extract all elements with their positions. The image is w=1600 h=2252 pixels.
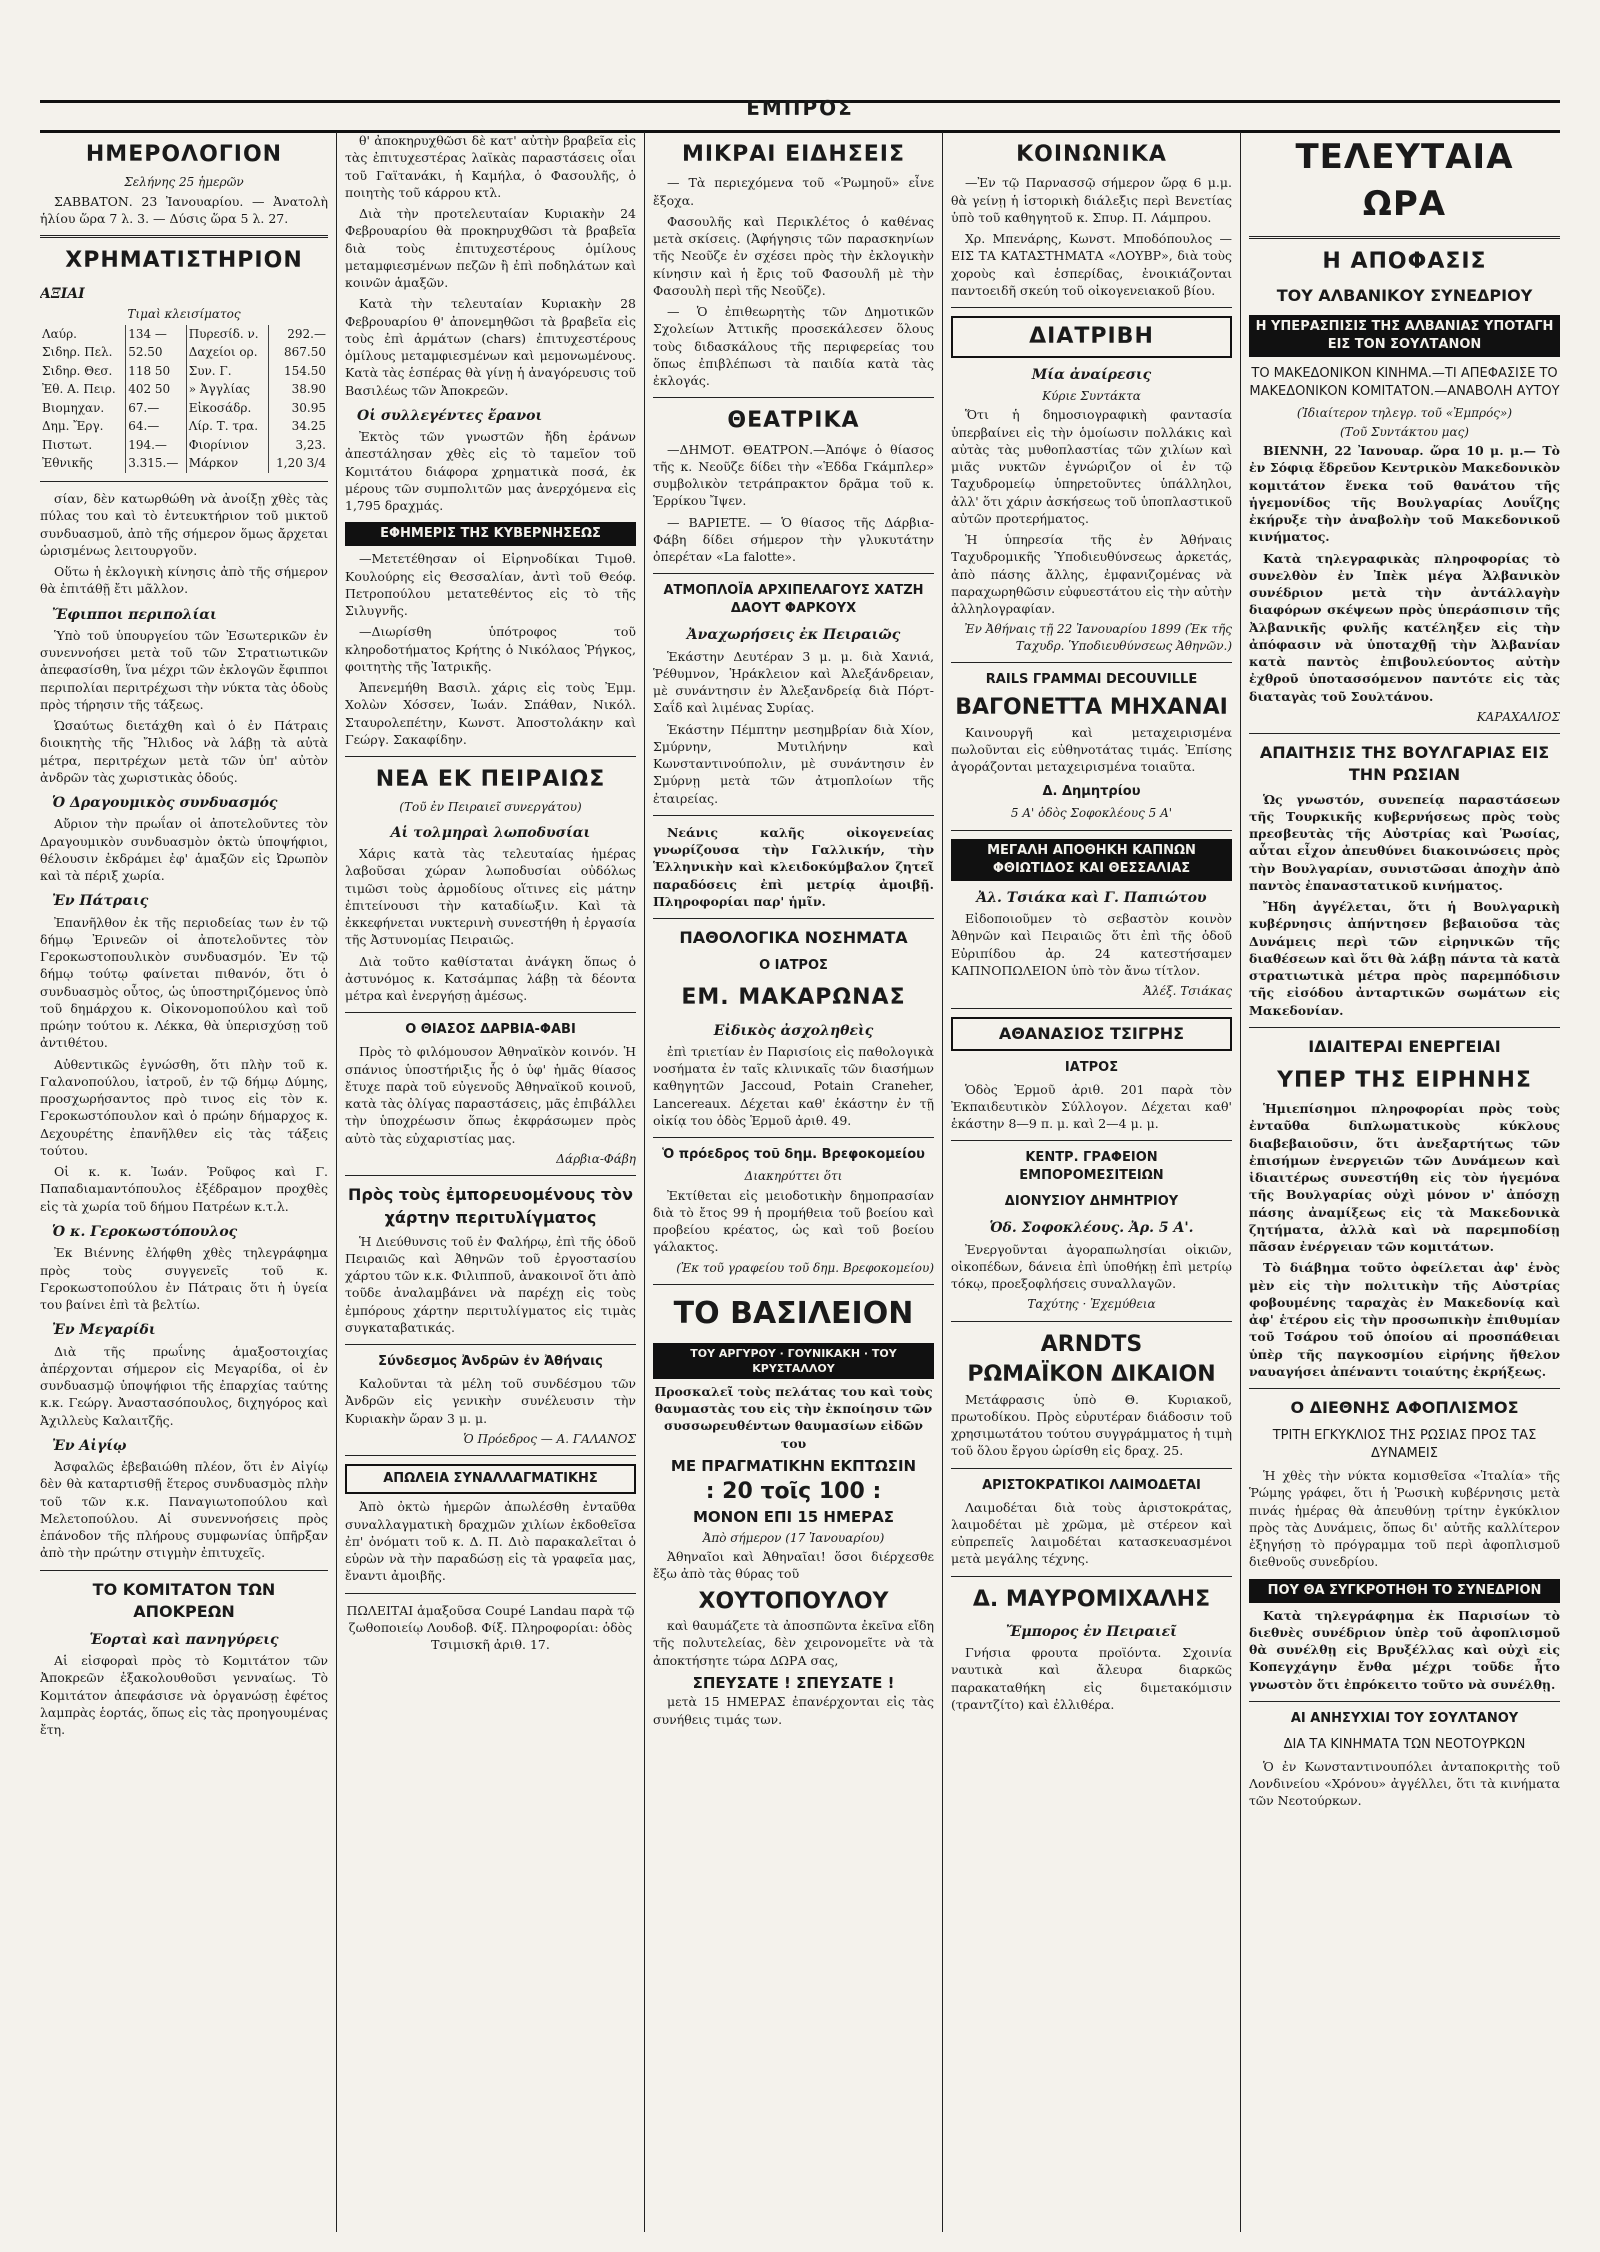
section-heading: Πρὸς τοὺς ἐμπορευομένους τὸν χάρτην περιτυλίγματος — [348, 1185, 633, 1227]
market-cell: Δημ. Ἔργ. — [40, 417, 126, 436]
ad-title: ARNDTS — [1040, 1331, 1143, 1357]
calendar-title: ΗΜΕΡΟΛΟΓΙΟΝ — [85, 142, 283, 167]
ad-heading: RAILS ΓΡΑΜΜΑΙ DECOUVILLE — [985, 672, 1198, 688]
ad-line: Ταχύτης · Ἐχεμύθεια — [1027, 1297, 1156, 1312]
article-text: Φασουλῆς καὶ Περικλέτος ὁ καθένας μετὰ σκίσεις. (Ἀφήγησις τῶν παρασκηνίων τῆς Νεοῦζε ἐν σχέσει πρὸς τὴν ἐκλογικὴν κίνησιν καὶ ἡ ἔρις τοῦ Φασουλῆ μὲ τὴν Φασουλὴ περὶ τῆς Νεοῦζε). — [653, 213, 934, 298]
section-subheading: ΤΡΙΤΗ ΕΓΚΥΚΛΙΟΣ ΤΗΣ ΡΩΣΙΑΣ ΠΡΟΣ ΤΑΣ ΔΥΝΑΜΕΙΣ — [1272, 1428, 1537, 1462]
section-heading: ΠΟΥ ΘΑ ΣΥΓΚΡΟΤΗΘΗ ΤΟ ΣΥΝΕΔΡΙΟΝ — [1249, 1579, 1560, 1603]
market-cell: 154.50 — [284, 363, 326, 378]
article-text: — ΒΑΡΙΕΤΕ. — Ὁ θίασος τῆς Δάρβια-Φάβη δίδει σήμερον τὴν γλυκυτάτην ὀπερέταν «La falotte». — [653, 514, 934, 565]
article-text: Ἡ ὑπηρεσία τῆς ἐν Ἀθήναις Ταχυδρομικῆς Ὑποδιευθύνσεως ἀρκετάς, ἀπὸ πάσης ἄλλης, ἐμφανιζομένας νὰ παραχωρηθῶσιν εὐφυεστάτου εἰς τὴν αὐτὴν ἀλληλογραφίαν. — [951, 532, 1232, 617]
ad-text: Ἐνεργοῦνται ἀγοραπωλησίαι οἰκιῶν, οἰκοπέδων, δάνεια ἐπὶ ὑποθήκῃ ἐπὶ μετρίῳ τόκῳ, προεξοφλήσεις συναλλαγῶν. — [951, 1241, 1232, 1292]
market-cell: Σιδηρ. Θεσ. — [40, 362, 126, 381]
section-heading: ΝΕΑ ΕΚ ΠΕΙΡΑΙΩΣ — [375, 767, 606, 792]
article-text: Ἐπανῆλθον ἐκ τῆς περιοδείας των ἐν τῷ δήμῳ Ἐρινεῶν οἱ ἀποτελοῦντες τὸν Γεροκωστοπουλικὸν συνδυασμόν. Ἐν τῷ δήμῳ τούτῳ φαίνεται πιθανόν, ὅτι ὁ συνδυασμὸς οὗτος, ὡς ὑποστηριζόμενος ὑπὸ τοῦ δημάρχου κ. Οἰκονομοπούλου καὶ τοῦ πρώην τούτου κ. Λέκκα, θὰ ὑπερισχύσῃ τοῦ ἀντιθέτου. — [40, 914, 328, 1051]
article-text: Οἱ κ. κ. Ἰωάν. Ῥοῦφος καὶ Γ. Παπαδιαμαντόπουλος ἐξέδραμον προχθὲς εἰς τὰ χωρία τοῦ δήμου Πατρέων κ.τ.λ. — [40, 1164, 328, 1214]
section-sub: Κύριε Συντάκτα — [1042, 388, 1141, 403]
market-cell: 67.— — [126, 399, 187, 418]
section-heading: ΑΙ ΑΝΗΣΥΧΙΑΙ ΤΟΥ ΣΟΥΛΤΑΝΟΥ — [1290, 1710, 1519, 1726]
ad-line: Ἀπὸ σήμερον (17 Ἰανουαρίου) — [702, 1530, 885, 1545]
ad-title: ΡΩΜΑΪΚΟΝ ΔΙΚΑΙΟΝ — [967, 1362, 1216, 1388]
market-cell: 64.— — [126, 417, 187, 436]
article-text: Διὰ τοῦτο καθίσταται ἀνάγκη ὅπως ὁ ἀστυνόμος κ. Κατσάμπας λάβῃ τὰ δέοντα μέτρα καὶ ἐνεργήσῃ ἀμέσως. — [345, 953, 636, 1004]
ad-title: Δ. ΜΑΥΡΟΜΙΧΑΛΗΣ — [972, 1586, 1211, 1612]
market-cell: 402 50 — [126, 380, 187, 399]
section-sub: (Τοῦ Συντάκτου μας) — [1340, 424, 1469, 439]
article-text: — Ὁ ἐπιθεωρητὴς τῶν Δημοτικῶν Σχολείων Ἀττικῆς προσεκάλεσεν ὅλους τοὺς διδασκάλους τῆς περιφερείας του ὅπως ἐπιβλέπωσι τὰ παιδία κατὰ τὰς ἐκλογάς. — [653, 304, 934, 389]
section-heading: Ο ΘΙΑΣΟΣ ΔΑΡΒΙΑ-ΦΑΒΙ — [405, 1022, 576, 1038]
market-row — [40, 343, 328, 362]
article-text: Ὡσαύτως διετάχθη καὶ ὁ ἐν Πάτραις διοικητὴς τῆς Ἤλιδος νὰ λάβῃ τὰ αὐτὰ μέτρα, περιτρέχων μετὰ τῶν ὑπ' αὐτὸν ἀνδρῶν τὰς χωριστικὰς ὁδούς. — [40, 718, 328, 785]
section-subheading: ΔΙΑ ΤΑ ΚΙΝΗΜΑΤΑ ΤΩΝ ΝΕΟΤΟΥΡΚΩΝ — [1283, 1736, 1526, 1752]
ad-line: ΧΟΥΤΟΠΟΥΛΟΥ — [698, 1588, 889, 1614]
market-cell: Μάρκον — [186, 454, 268, 473]
signature: Ἐν Ἀθήναις τῇ 22 Ἰανουαρίου 1899 (Ἐκ τῆς Ταχυδρ. Ὑποδιευθύνσεως Ἀθηνῶν.) — [964, 622, 1232, 653]
section-heading: Ο ΔΙΕΘΝΗΣ ΑΦΟΠΛΙΣΜΟΣ — [1290, 1398, 1519, 1418]
section-heading: ΤΕΛΕΥΤΑΙΑ ΩΡΑ — [1295, 137, 1514, 224]
section-heading: Ἔφιπποι περιπολίαι — [52, 606, 217, 623]
signature: ΚΑΡΑΧΑΛΙΟΣ — [1476, 709, 1560, 724]
ad-heading: ΠΑΘΟΛΟΓΙΚΑ ΝΟΣΗΜΑΤΑ — [679, 928, 908, 948]
ad-text: Ὁδὸς Ἑρμοῦ ἀριθ. 201 παρὰ τὸν Ἐκπαιδευτικὸν Σύλλογον. Δέχεται καθ' ἑκάστην 8—9 π. μ. καὶ 2—4 μ. μ. — [951, 1081, 1232, 1132]
ad-text: Καινουργῆ καὶ μεταχειρισμένα πωλοῦνται εἰς εὐθηνοτάτας τιμάς. Ἐπίσης ἀγοράζονται μεταχειρισμένα τοιαῦτα. — [951, 724, 1232, 775]
ad-subheading: Ἀλ. Τσιάκα καὶ Γ. Παπιώτου — [976, 889, 1207, 906]
ad-text: Ἑκάστην Δευτέραν 3 μ. μ. διὰ Χανιά, Ῥέθυμνον, Ἡράκλειον καὶ Ἀλεξάνδρειαν, μὲ συνάντησιν ἐν Ἀλεξανδρείᾳ διὰ Πόρτ-Σαΐδ καὶ λιμένας Συρίας. — [653, 648, 934, 716]
article-text: —ΔΗΜΟΤ. ΘΕΑΤΡΟΝ.—Ἀπόψε ὁ θίασος τῆς κ. Νεοῦζε δίδει τὴν «Ἑδδα Γκάμπλερ» συμβολικὸν τετράπρακτον δρᾶμα τοῦ κ. Ἑρρίκου Ἴψεν. — [653, 441, 934, 509]
column-1 — [40, 132, 328, 2232]
calendar-text: ΣΑΒΒΑΤΟΝ. 23 Ἰανουαρίου. — Ἀνατολὴ ἡλίου ὥρα 7 λ. 3. — Δύσις ὥρα 5 λ. 27. — [40, 193, 328, 227]
article-text: Ἐκ Βιέννης ἐλήφθη χθὲς τηλεγράφημα πρὸς τοὺς συγγενεῖς τοῦ κ. Γεροκωστοπούλου ἐν Πάτραις ὅτι ἡ ὑγεία του βαίνει ἐπὶ τὰ βελτίω. — [40, 1245, 328, 1312]
market-row — [40, 380, 328, 399]
column-4 — [942, 132, 1232, 2232]
section-heading: Η ΑΠΟΦΑΣΙΣ — [1322, 248, 1487, 274]
ad-address: Ὁδ. Σοφοκλέους. Ἀρ. 5 Α'. — [989, 1220, 1194, 1237]
masthead-title: ΕΜΠΡΟΣ — [746, 96, 854, 120]
ad-title: ΒΑΓΟΝΕΤΤΑ ΜΗΧΑΝΑΙ — [955, 695, 1228, 721]
signature: (Ἐκ τοῦ γραφείου τοῦ δημ. Βρεφοκομείου) — [676, 1260, 934, 1275]
ad-line: : 20 τοῖς 100 : — [705, 1478, 882, 1504]
market-title: ΧΡΗΜΑΤΙΣΤΗΡΙΟΝ — [65, 248, 303, 274]
section-heading: Ὁ Δραγουμικὸς συνδυασμός — [52, 795, 278, 812]
article-text: Ἤδη ἀγγέλεται, ὅτι ἡ Βουλγαρικὴ κυβέρνησις ἀπήντησεν βεβαιοῦσα τὰς Δυνάμεις περὶ τῶν εἰρηνικῶν τῆς διαθέσεων καὶ ὅτι θὰ λάβῃ πάντα τὰ κατὰ στρατιωτικὰ μέτρα πρὸς παρεμπόδισιν τῆς εἰσόδου ἀνταρτικῶν σωμάτων εἰς Μακεδονίαν. — [1249, 899, 1560, 1018]
market-cell: 292.— — [287, 326, 326, 341]
market-cell: Ἐθνικῆς — [40, 454, 126, 473]
article-text: Ἡμιεπίσημοι πληροφορίαι πρὸς τοὺς ἐνταῦθα διπλωματικοὺς κύκλους διαβεβαιοῦσιν, ὅτι ἀνεξαρτήτως τῶν ἐπισήμων ἐνεργειῶν τῶν Δυνάμεων καὶ ἰδιαιτέρως συνεστήθη εἰς τὸν ἡγεμόνα τῆς Βουλγαρίας οὐχὶ μόνον ν' ἀπόσχῃ πάσης ἀναμίξεως εἰς τὰ Μακεδονικὰ ζητήματα, ἀλλὰ καὶ νὰ παρεμποδίσῃ πᾶσαν ἐνέργειαν τῶν κομιτάτων. — [1249, 1101, 1560, 1255]
ad-name: ΕΜ. ΜΑΚΑΡΩΝΑΣ — [681, 985, 906, 1011]
market-cell: 194.— — [126, 436, 187, 455]
ad-heading: ΑΡΙΣΤΟΚΡΑΤΙΚΟΙ ΛΑΙΜΟΔΕΤΑΙ — [982, 1477, 1201, 1493]
section-heading: Ἐν Αἰγίῳ — [52, 1437, 127, 1454]
market-cell: Συν. Γ. — [186, 362, 268, 381]
ad-subheading: Διακηρύττει ὅτι — [744, 1169, 843, 1184]
section-sub: (Ἰδιαίτερον τηλεγρ. τοῦ «Ἐμπρός») — [1296, 406, 1513, 420]
ad-heading: ΜΕΓΑΛΗ ΑΠΟΘΗΚΗ ΚΑΠΝΩΝ ΦΘΙΩΤΙΔΟΣ ΚΑΙ ΘΕΣΣΑΛΙΑΣ — [951, 839, 1232, 881]
ad-subheading: Ἀναχωρήσεις ἐκ Πειραιῶς — [686, 627, 901, 644]
article-text: Κατὰ τηλεγραφικὰς πληροφορίας τὸ συνελθὸν ἐν Ἰπὲκ μέγα Ἀλβανικὸν συνέδριον μετὰ τὴν ἀντάλλαγὴν διαφόρων σκέψεων πρὸς ὑπεράσπισιν τῆς Ἀλβανικῆς φυλῆς κατέληξεν εἰς τὴν ἀπόφασιν νὰ ὑποταχθῇ τὴν Ἀλβανίαν κατὰ παντὸς ἐπιβουλεύοντος αὐτὴν ἐχθροῦ ὑποτασσόμενον παντότε εἰς τὰς διαταγὰς τοῦ Σουλτάνου. — [1249, 550, 1560, 704]
article-text: Ὡς γνωστόν, συνεπείᾳ παραστάσεων τῆς Τουρκικῆς κυβερνήσεως πρὸς τοὺς πρεσβευτὰς τῆς Αὐστρίας καὶ Ῥωσίας, αὗται εἶχον ἀπευθύνει διακοινώσεις πρὸς τὴν Βουλγαρίαν, συνιστῶσαι ἀποχὴν ἀπὸ παντὸς ἐπαναστατικοῦ κινήματος. — [1249, 791, 1560, 893]
columns — [40, 132, 1560, 2232]
section-heading: ΔΙΑΤΡΙΒΗ — [951, 316, 1232, 358]
section-heading: ΙΔΙΑΙΤΕΡΑΙ ΕΝΕΡΓΕΙΑΙ — [1308, 1036, 1501, 1056]
market-cell: Δαχείοι ορ. — [186, 343, 268, 362]
section-heading: ΤΟ ΚΟΜΙΤΑΤΟΝ ΤΩΝ ΑΠΟΚΡΕΩΝ — [92, 1579, 276, 1621]
ad-subheading: Ἔμπορος ἐν Πειραιεῖ — [1006, 1623, 1177, 1640]
ad-subheading: Ο ΙΑΤΡΟΣ — [759, 958, 828, 974]
article-text: Ὑπὸ τοῦ ὑπουργείου τῶν Ἐσωτερικῶν ἐν συνεννοήσει μετὰ τοῦ τῶν Στρατιωτικῶν ἀπεφασίσθη, ἵνα μέχρι τῶν ἐκλογῶν ἔφιπποι περιπολίαι περιτρέχωσι τὴν νύκτα τὰς ὁδοὺς πρὸς τήρησιν τῆς τάξεως. — [40, 627, 328, 712]
ad-subtitle: ΤΟΥ ΑΡΓΥΡΟΥ · ΓΟΥΝΙΚΑΚΗ · ΤΟΥ ΚΡΥΣΤΑΛΛΟΥ — [653, 1343, 934, 1379]
market-head: Τιμαὶ κλεισίματος — [127, 307, 241, 322]
ad-title: ΤΟ ΒΑΣΙΛΕΙΟΝ — [673, 1296, 914, 1332]
market-row — [40, 436, 328, 455]
article-text: Διὰ τῆς πρωΐνης ἁμαξοστοιχίας ἀπέρχονται σήμερον εἰς Μεγαρίδα, οἱ ἐν συνδυασμῷ ὑποψήφιοι τῆς ἐπαρχίας ταύτης κ.κ. Γεώργ. Ἀναστασόπουλος, διχηγόρος καὶ Ἀχιλλεὺς Καλαιτζῆς. — [40, 1343, 328, 1428]
section-heading: ΘΕΑΤΡΙΚΑ — [727, 408, 860, 434]
ad-subheading: ΙΑΤΡΟΣ — [1064, 1059, 1119, 1075]
article-text: Οὕτω ἡ ἐκλογικὴ κίνησις ἀπὸ τῆς σήμερον θὰ ἐπιτάθῇ ἔτι μᾶλλον. — [40, 564, 328, 597]
article-text: Ἡ Διεύθυνσις τοῦ ἐν Φαλήρῳ, ἐπὶ τῆς ὁδοῦ Πειραιῶς καὶ Ἀθηνῶν τοῦ ἐργοστασίου χάρτου τῶν κ.κ. Φιλιπποῦ, ἀνακοινοῖ ὅτι ἀπὸ τοῦδε ἀναλαμβάνει νὰ παρέχῃ εἰς τοὺς ἐμπόρους χάρτην περιτυλίγματος εἰς τιμὰς συγκαταβατικάς. — [345, 1233, 636, 1335]
section-heading: ΑΠΩΛΕΙΑ ΣΥΝΑΛΛΑΓΜΑΤΙΚΗΣ — [345, 1464, 636, 1494]
section-subheading: Ἑορταὶ καὶ πανηγύρεις — [89, 1631, 279, 1648]
section-heading: Σύνδεσμος Ἀνδρῶν ἐν Ἀθήναις — [378, 1354, 603, 1370]
section-heading: ΚΟΙΝΩΝΙΚΑ — [1016, 142, 1167, 167]
article-text: —Ἐν τῷ Παρνασσῷ σήμερον ὥρᾳ 6 μ.μ. θὰ γείνῃ ἡ ἱστορικὴ διάλεξις περὶ Βενετίας ὑπὸ τοῦ καθηγητοῦ κ. Σπυρ. Π. Λάμπρου. — [951, 175, 1232, 225]
article-text: Ὅτι ἡ δημοσιογραφικὴ φαντασία ὑπερβαίνει εἰς τὴν ὁμοίωσιν πολλάκις καὶ αὐτὰς τὰς μυθοπλαστίας τῶν χιλίων καὶ μιᾶς νυκτῶν ἐγνώριζον οἱ ἐν τῷ Ταχυδρομείῳ ὑπηρετοῦντες ὑπάλληλοι, ἀλλ' ὅτι χάριν ἀσκήσεως τοῦ ὑποπλαστικοῦ αὐτῶν προτερήματος. — [951, 407, 1232, 526]
article-text: Ἐκτὸς τῶν γνωστῶν ἤδη ἐράνων ἀπεστάλησαν χθὲς εἰς τὸ ταμεῖον τοῦ Κομιτάτου διάφορα χρηματικὰ ποσά, ἐκ μέρους τῶν συμπολιτῶν μας ἀνερχόμενα εἰς 1,795 δραχμάς. — [345, 429, 636, 514]
section-subheading: ΤΟ ΜΑΚΕΔΟΝΙΚΟΝ ΚΙΝΗΜΑ.—ΤΙ ΑΠΕΦΑΣΙΣΕ ΤΟ ΜΑΚΕΔΟΝΙΚΟΝ ΚΟΜΙΤΑΤΟΝ.—ΑΝΑΒΟΛΗ ΑΥΤΟΥ — [1249, 366, 1560, 400]
market-row — [40, 325, 328, 344]
market-cell: 52.50 — [126, 343, 187, 362]
article-text: Πρὸς τὸ φιλόμουσον Ἀθηναϊκὸν κοινόν. Ἡ σπάνιος ὑποστήριξις ἧς ὁ ὑφ' ἡμᾶς θίασος ἔτυχε παρὰ τοῦ εὐγενοῦς Ἀθηναϊκοῦ κοινοῦ, κατὰ τὰς ὀλίγας παραστάσεις, μᾶς ἐπιβάλλει τὴν ὑποχρέωσιν ὅπως ἐκφράσωμεν πρὸς αὐτὸ τὰς εὐχαριστίας μας. — [345, 1044, 636, 1146]
article-text: Αὐθεντικῶς ἐγνώσθη, ὅτι πλὴν τοῦ κ. Γαλανοπούλου, ἰατροῦ, ἐν τῷ δήμῳ Δύμης, προσχωρήσαντος πρὸ τινος εἰς τὸν κ. Γεροκωστόπουλον καὶ ὁ πρώην δήμαρχος κ. Δεχουρέτης ἐπανῆλθεν εἰς τὰς τάξεις τούτου. — [40, 1056, 328, 1158]
column-5 — [1240, 132, 1560, 2232]
market-cell: 30.95 — [291, 400, 326, 415]
market-row — [40, 417, 328, 436]
article-text: Χρ. Μπενάρης, Κωνστ. Μποδόπουλος —ΕΙΣ ΤΑ ΚΑΤΑΣΤΗΜΑΤΑ «ΛΟΥΒΡ», διὰ τοὺς χοροὺς καὶ ἑσπερίδας, ἐνοικιάζονται παντοειδῆ σκεύη τοῦ οἰκογενειακοῦ βίου. — [951, 231, 1232, 298]
article-text: Χάρις κατὰ τὰς τελευταίας ἡμέρας λαβοῦσαι χώραν λωποδυσίαι οὐδόλως τιμῶσι τοὺς ἀρμοδίους οἵτινες εἰς μάτην ἐπιτείνουσι τὴν καταδίωξιν. Καὶ τὰ ἐκκεφήνεται νυκτερινὴ συνεστήθη ἡ ἐργασία τῆς Ἀστυνομίας Πειραιῶς. — [345, 846, 636, 948]
article-text: Καλοῦνται τὰ μέλη τοῦ συνδέσμου τῶν Ἀνδρῶν εἰς γενικὴν συνέλευσιν τὴν Κυριακὴν ὥραν 3 μ. μ. — [345, 1376, 636, 1426]
ad-text: Ἑκάστην Πέμπτην μεσημβρίαν διὰ Χίον, Σμύρνην, Μυτιλήνην καὶ Κωνσταντινούπολιν, μὲ συνάντησιν ἐν Σμύρνῃ μετὰ τῶν ἀτμοπλοίων τῆς ἐταιρείας. — [653, 721, 934, 806]
article-text: σίαν, δὲν κατωρθώθη νὰ ἀνοίξῃ χθὲς τὰς πύλας του καὶ τὸ ἐντευκτήριον τοῦ μικτοῦ συνδυασμοῦ, ἀπὸ τῆς σήμερον ὅμως ἄρχεται ὡρισμένως λειτουργοῦν. — [40, 491, 328, 558]
column-2 — [336, 132, 636, 2232]
article-text: θ' ἀποκηρυχθῶσι δὲ κατ' αὐτὴν βραβεῖα εἰς τὰς ἐπιτυχεστέρας λαϊκὰς παραστάσεις οἷαι τοῦ Γαϊτανάκι, ἡ Καμήλα, ὁ Φασουλῆς, ὁ ποιητὴς τοῦ κάρρου κτλ. — [345, 133, 636, 200]
market-cell: Βιομηχαν. — [40, 399, 126, 418]
section-heading: ΑΠΑΙΤΗΣΙΣ ΤΗΣ ΒΟΥΛΓΑΡΙΑΣ ΕΙΣ ΤΗΝ ΡΩΣΙΑΝ — [1259, 743, 1550, 785]
article-text: —Μετετέθησαν οἱ Εἰρηνοδίκαι Τιμοθ. Κουλούρης εἰς Θεσσαλίαν, ἀντὶ τοῦ Θεόφ. Πετροπούλου μετατεθέντος εἰς τὸ τῆς Σιλυγνῆς. — [345, 551, 636, 618]
article-text: — Τὰ περιεχόμενα τοῦ «Ῥωμηοῦ» εἶνε ἔξοχα. — [653, 175, 934, 208]
ad-address: 5 Α' ὁδὸς Σοφοκλέους 5 Α' — [1010, 806, 1173, 821]
section-sub: (Τοῦ ἐν Πειραιεῖ συνεργάτου) — [399, 800, 582, 815]
article-text: Ἀσφαλῶς ἐβεβαιώθη πλέον, ὅτι ἐν Αἰγίῳ δὲν θὰ καταρτισθῇ ἕτερος συνδυασμὸς πλὴν τοῦ τῶν κ.κ. Παναγιωτοπούλου καὶ Μελετοπούλου. Αἱ συνεννοήσεις πρὸς ἐπάνοδον τῆς πλήρους συμφωνίας ὑπῆρξαν ἀπὸ τὴν πρώτην στιγμὴν ἐπιτυχεῖς. — [40, 1459, 328, 1561]
ad-text: Γνήσια φρουτα προϊόντα. Σχοινία ναυτικὰ καὶ ἄλευρα διαρκῶς παρακαταθήκη εἰς διμετακόμισιν (τραντζίτο) καὶ ἐλλιθέρα. — [951, 1645, 1232, 1712]
ad-subheading: Εἰδικὸς ἀσχοληθεὶς — [713, 1022, 874, 1039]
market-table — [40, 325, 328, 473]
ad-line: ΜΟΝΟΝ ΕΠΙ 15 ΗΜΕΡΑΣ — [692, 1507, 895, 1526]
article-text: Διὰ τὴν προτελευταίαν Κυριακὴν 24 Φεβρουαρίου θὰ προκηρυχθῶσι τὰ βραβεῖα διὰ τοὺς ἐπιτυχεστέρους ὁμίλους μεταμφιεσμένων πεζῶν ἢ ἐπὶ ποδηλάτων καὶ κοινῶν ἁμαξῶν. — [345, 206, 636, 290]
ad-text: Ἀθηναῖοι καὶ Ἀθηναῖαι! ὅσοι διέρχεσθε ἔξω ἀπὸ τὰς θύρας τοῦ — [653, 1549, 934, 1582]
ad-line: ΜΕ ΠΡΑΓΜΑΤΙΚΗΝ ΕΚΠΤΩΣΙΝ — [670, 1456, 917, 1475]
signature: Δάρβια-Φάβη — [556, 1151, 636, 1166]
ad-name: Δ. Δημητρίου — [1042, 784, 1141, 800]
article-text: Ἀπενεμήθη Βασιλ. χάρις εἰς τοὺς Ἐμμ. Χολὼν Χόσσεν, Ἰωάν. Σπάθαν, Νικόλ. Σταυρολεπέτην, Κωνστ. Ἀποστολάκην καὶ Γεώργ. Σακαφίδην. — [345, 680, 636, 747]
signature: Ὁ Πρόεδρος — Α. ΓΑΛΑΝΟΣ — [463, 1431, 636, 1446]
market-cell: Ἐθ. Α. Πειρ. — [40, 380, 126, 399]
market-cell: 3,23. — [295, 437, 326, 452]
ad-text: Μετάφρασις ὑπὸ Θ. Κυριακοῦ, πρωτοδίκου. Πρὸς εὐρυτέραν διάδοσιν τοῦ χρησιμωτάτου τούτου συγγράμματος ἡ τιμὴ τοῦ ὅλου ἔργου ὡρίσθη εἰς δραχ. 25. — [951, 1391, 1232, 1459]
ad-heading: Ὁ πρόεδρος τοῦ δημ. Βρεφοκομείου — [662, 1147, 925, 1163]
market-cell: Λαύρ. — [40, 325, 126, 344]
section-subheading: ΤΟΥ ΑΛΒΑΝΙΚΟΥ ΣΥΝΕΔΡΙΟΥ — [1276, 286, 1533, 306]
market-cell: 118 50 — [126, 362, 187, 381]
market-row — [40, 362, 328, 381]
section-heading: Οἱ συλλεγέντες ἔρανοι — [357, 407, 543, 424]
classified-ad: ΠΩΛΕΙΤΑΙ ἁμαξοῦσα Coupé Landau παρὰ τῷ ζωθοποιείῳ Λουδοβ. Φίξ. Πληροφορίαι: ὁδὸς Τσιμισκῆ ἀριθ. 17. — [346, 1602, 635, 1653]
ad-line: ΣΠΕΥΣΑΤΕ ! ΣΠΕΥΣΑΤΕ ! — [692, 1673, 895, 1692]
masthead — [40, 92, 1560, 126]
section-heading: Ἐν Μεγαρίδι — [52, 1322, 156, 1339]
article-text: Αὔριον τὴν πρωΐαν οἱ ἀποτελοῦντες τὸν Δραγουμικὸν συνδυασμὸν ὀκτὼ ὑποψήφιοι, θέλουσιν ἐκδράμει ἐφ' ἁμαξῶν εἰς Ὠρωπὸν καὶ τὰ πέριξ χωρία. — [40, 816, 328, 884]
market-cell: 3.315.— — [126, 454, 187, 473]
signature: Ἀλέξ. Τσιάκας — [1143, 984, 1232, 999]
market-row — [40, 399, 328, 418]
market-cell: Λίρ. Τ. τρα. — [186, 417, 268, 436]
market-row — [40, 454, 328, 473]
section-subheading: Η ΥΠΕΡΑΣΠΙΣΙΣ ΤΗΣ ΑΛΒΑΝΙΑΣ ΥΠΟΤΑΓΗ ΕΙΣ ΤΟΝ ΣΟΥΛΤΑΝΟΝ — [1249, 315, 1560, 357]
market-cell: » Ἀγγλίας — [186, 380, 268, 399]
market-cell: Πιστωτ. — [40, 436, 126, 455]
article-text: —Διωρίσθη ὑπότροφος τοῦ κληροδοτήματος Κρήτης ὁ Νικόλαος Ῥήγκος, φοιτητὴς τῆς Ἰατρικῆς. — [345, 624, 636, 674]
calendar-sub: Σελήνης 25 ἡμερῶν — [124, 175, 244, 190]
ad-heading: ΑΤΜΟΠΛΟΪΑ ΑΡΧΙΠΕΛΑΓΟΥΣ ΧΑΤΖΗ ΔΑΟΥΤ ΦΑΡΚΟΥΧ — [663, 583, 924, 617]
market-cell: 134 — — [126, 325, 187, 344]
ad-heading: ΚΕΝΤΡ. ΓΡΑΦΕΙΟΝ ΕΜΠΟΡΟΜΕΣΙΤΕΙΩΝ — [1019, 1150, 1164, 1184]
article-text: Ἀπὸ ὀκτὼ ἡμερῶν ἀπωλέσθη ἐνταῦθα συναλλαγματικὴ δραχμῶν χιλίων ἐκδοθεῖσα ἐπ' ὀνόματι τοῦ κ. Δ. Π. Διὸ παρακαλεῖται ὁ εὑρὼν νὰ τὴν παραδώσῃ εἰς τὰ γραφεῖα μας, ἔναντι ἀμοιβῆς. — [345, 1499, 636, 1584]
market-cell: 38.90 — [291, 382, 326, 397]
article-text: ΒΙΕΝΝΗ, 22 Ἰανουαρ. ὥρα 10 μ. μ.— Τὸ ἐν Σόφιᾳ ἕδρεῦον Κεντρικὸν Μακεδονικὸν κομιτάτον ἕνεκα τοῦ θανάτου τῆς ἡγεμονίδος τῆς Βουλγαρίας Λουΐζης ἐκήρυξε τὴν ἀναβολὴν τοῦ Μακεδονικοῦ κινήματος. — [1249, 443, 1560, 545]
article-text: Κατὰ τὴν τελευταίαν Κυριακὴν 28 Φεβρουαρίου θ' ἀπονεμηθῶσι τὰ βραβεῖα εἰς τοὺς ἐπὶ ἁρμάτων (chars) ἐπιτυχεστέρους ὁμίλους μεταμφιεσμένων καὶ μεμονωμένους. Κατὰ τὰς ἑσπέρας θὰ γίνῃ ἡ ἀναγόρευσις τοῦ Βασιλέως τῶν Ἀποκρεῶν. — [345, 296, 636, 398]
market-cell: Εἰκοσάδρ. — [186, 399, 268, 418]
ad-heading: ΑΘΑΝΑΣΙΟΣ ΤΣΙΓΡΗΣ — [951, 1017, 1232, 1051]
ad-text: καὶ θαυμάζετε τὰ ἀποσπῶντα ἐκεῖνα εἴδη τῆς πολυτελείας, δὲν χειρονομεῖτε νὰ τὰ ἀποκτήσητε τώρα ΔΩΡΑ σας, — [653, 1618, 934, 1668]
section-heading: ΜΙΚΡΑΙ ΕΙΔΗΣΕΙΣ — [681, 142, 906, 167]
article-text: Ἡ χθὲς τὴν νύκτα κομισθεῖσα «Ἰταλία» τῆς Ῥώμης γράφει, ὅτι ἡ Ῥωσικὴ κυβέρνησις μετὰ πινάς ἡμέρας θὰ ἀπευθύνῃ τρίτην ἐγκύκλιον πρὸς τὰς Δυνάμεις, ὅπως δι' αὐτῆς καλλίτερον ἐξηγήσῃ τὸ πρόγραμμα τοῦ περὶ ἀφοπλισμοῦ διεθνοῦς συνεδρίου. — [1249, 1468, 1560, 1570]
market-cell: Πυρεσίδ. ν. — [186, 325, 268, 344]
ad-text: Λαιμοδέται διὰ τοὺς ἀριστοκράτας, λαιμοδέται μὲ χρῶμα, μὲ στέρεον καὶ εὐπρεπεῖς λαιμοδέται κατασκευασμένοι μετὰ μεγάλης τέχνης. — [951, 1499, 1232, 1567]
market-cell: Φιορίνιον — [186, 436, 268, 455]
section-heading: Ὁ κ. Γεροκωστόπουλος — [52, 1223, 238, 1240]
classified-ad: Νεάνις καλῆς οἰκογενείας γνωρίζουσα τὴν Γαλλικήν, τὴν Ἑλληνικὴν καὶ κλειδοκύμβαλον ζητεῖ παραδόσεις ἐπὶ μετρίᾳ ἀμοιβῇ. Πληροφορίαι παρ' ἡμῖν. — [653, 824, 934, 909]
market-cell: 1,20 3/4 — [276, 456, 326, 471]
article-text: Ὁ ἐν Κωνσταντινουπόλει ἀνταποκριτὴς τοῦ Λονδινείου «Χρόνου» ἀγγέλλει, ὅτι τὰ κινήματα τῶν Νεοτούρκων. — [1249, 1758, 1560, 1809]
section-heading: Ἐν Πάτραις — [52, 893, 149, 910]
ad-text: μετὰ 15 ΗΜΕΡΑΣ ἐπανέρχονται εἰς τὰς συνήθεις τιμάς των. — [653, 1694, 934, 1727]
article-text: Αἱ εἰσφοραὶ πρὸς τὸ Κομιτάτον τῶν Ἀποκρεῶν ἐξακολουθοῦσι γενναίως. Τὸ Κομιτάτον ἀπεφάσισε νὰ ὀργανώσῃ ἐφέτος λαμπρὰς ἑορτάς, ὅπως εἰς τὰς προηγουμένας ἔτη. — [40, 1653, 328, 1738]
market-cell: 867.50 — [284, 345, 326, 360]
section-subheading: Μία ἀναίρεσις — [1031, 367, 1152, 384]
article-text: Τὸ διάβημα τοῦτο ὀφείλεται ἀφ' ἑνὸς μὲν εἰς τὴν πολιτικὴν τῆς Αὐστρίας φοβουμένης ταραχὰς ἐν Μακεδονίᾳ καὶ ἀφ' ἑτέρου εἰς τὴν προσωπικὴν ἐπιθυμίαν τοῦ Τσάρου τοῦ ὁποίου αἱ προσπάθειαι ὑπὲρ τῆς παγκοσμίου εἰρήνης ἤθελον ναυαγήσει ἀπέναντι τοιαύτης ἐκρήξεως. — [1249, 1260, 1560, 1379]
column-3 — [644, 132, 934, 2232]
market-sub: ΑΞΙΑΙ — [40, 285, 85, 302]
market-cell: 34.25 — [291, 419, 326, 434]
ad-text: Προσκαλεῖ τοὺς πελάτας του καὶ τοὺς θαυμαστὰς του εἰς τὴν ἐκποίησιν τῶν συσσωρευθέντων θαυμασίων εἰδῶν του — [654, 1383, 933, 1451]
ad-text: Ἐκτίθεται εἰς μειοδοτικὴν δημοπρασίαν διὰ τὸ ἔτος 99 ἡ προμήθεια τοῦ βοείου καὶ προβείου κρέατος, ὡς καὶ τοῦ βοείου γάλακτος. — [653, 1187, 934, 1255]
section-heading: ΥΠΕΡ ΤΗΣ ΕΙΡΗΝΗΣ — [1277, 1067, 1532, 1093]
ad-text: Εἰδοποιοῦμεν τὸ σεβαστὸν κοινὸν Ἀθηνῶν καὶ Πειραιῶς ὅτι ἐπὶ τῆς ὁδοῦ Εὐριπίδου ἀρ. 24 κατεστήσαμεν ΚΑΠΝΟΠΩΛΕΙΟΝ ὑπὸ τὸν ἄνω τίτλον. — [951, 911, 1232, 978]
section-subheading: Αἱ τολμηραὶ λωποδυσίαι — [390, 824, 591, 841]
section-heading: ΕΦΗΜΕΡΙΣ ΤΗΣ ΚΥΒΕΡΝΗΣΕΩΣ — [345, 522, 636, 546]
market-cell: Σιδηρ. Πελ. — [40, 343, 126, 362]
ad-subheading: ΔΙΟΝΥΣΙΟΥ ΔΗΜΗΤΡΙΟΥ — [1004, 1194, 1179, 1210]
ad-text: ἐπὶ τριετίαν ἐν Παρισίοις εἰς παθολογικὰ νοσήματα ἐν ταῖς κλινικαῖς τῶν διασήμων καθηγητῶν Jaccoud, Potain Craneher, Lancereaux. Δέχεται καθ' ἑκάστην ἐν τῇ οἰκίᾳ του ὁδὸς Ἑρμοῦ ἀριθ. 49. — [653, 1043, 934, 1128]
article-text: Κατὰ τηλεγράφημα ἐκ Παρισίων τὸ διεθνὲς συνέδριον ὑπὲρ τοῦ ἀφοπλισμοῦ θὰ συνέλθῃ εἰς Βρυξέλλας καὶ οὐχὶ εἰς Κοπεγχάγην ἔνθα μέχρι τοῦδε ἦτο γνωστὸν ὅτι ἐπρόκειτο τοῦτο νὰ συνέλθῃ. — [1249, 1607, 1560, 1692]
